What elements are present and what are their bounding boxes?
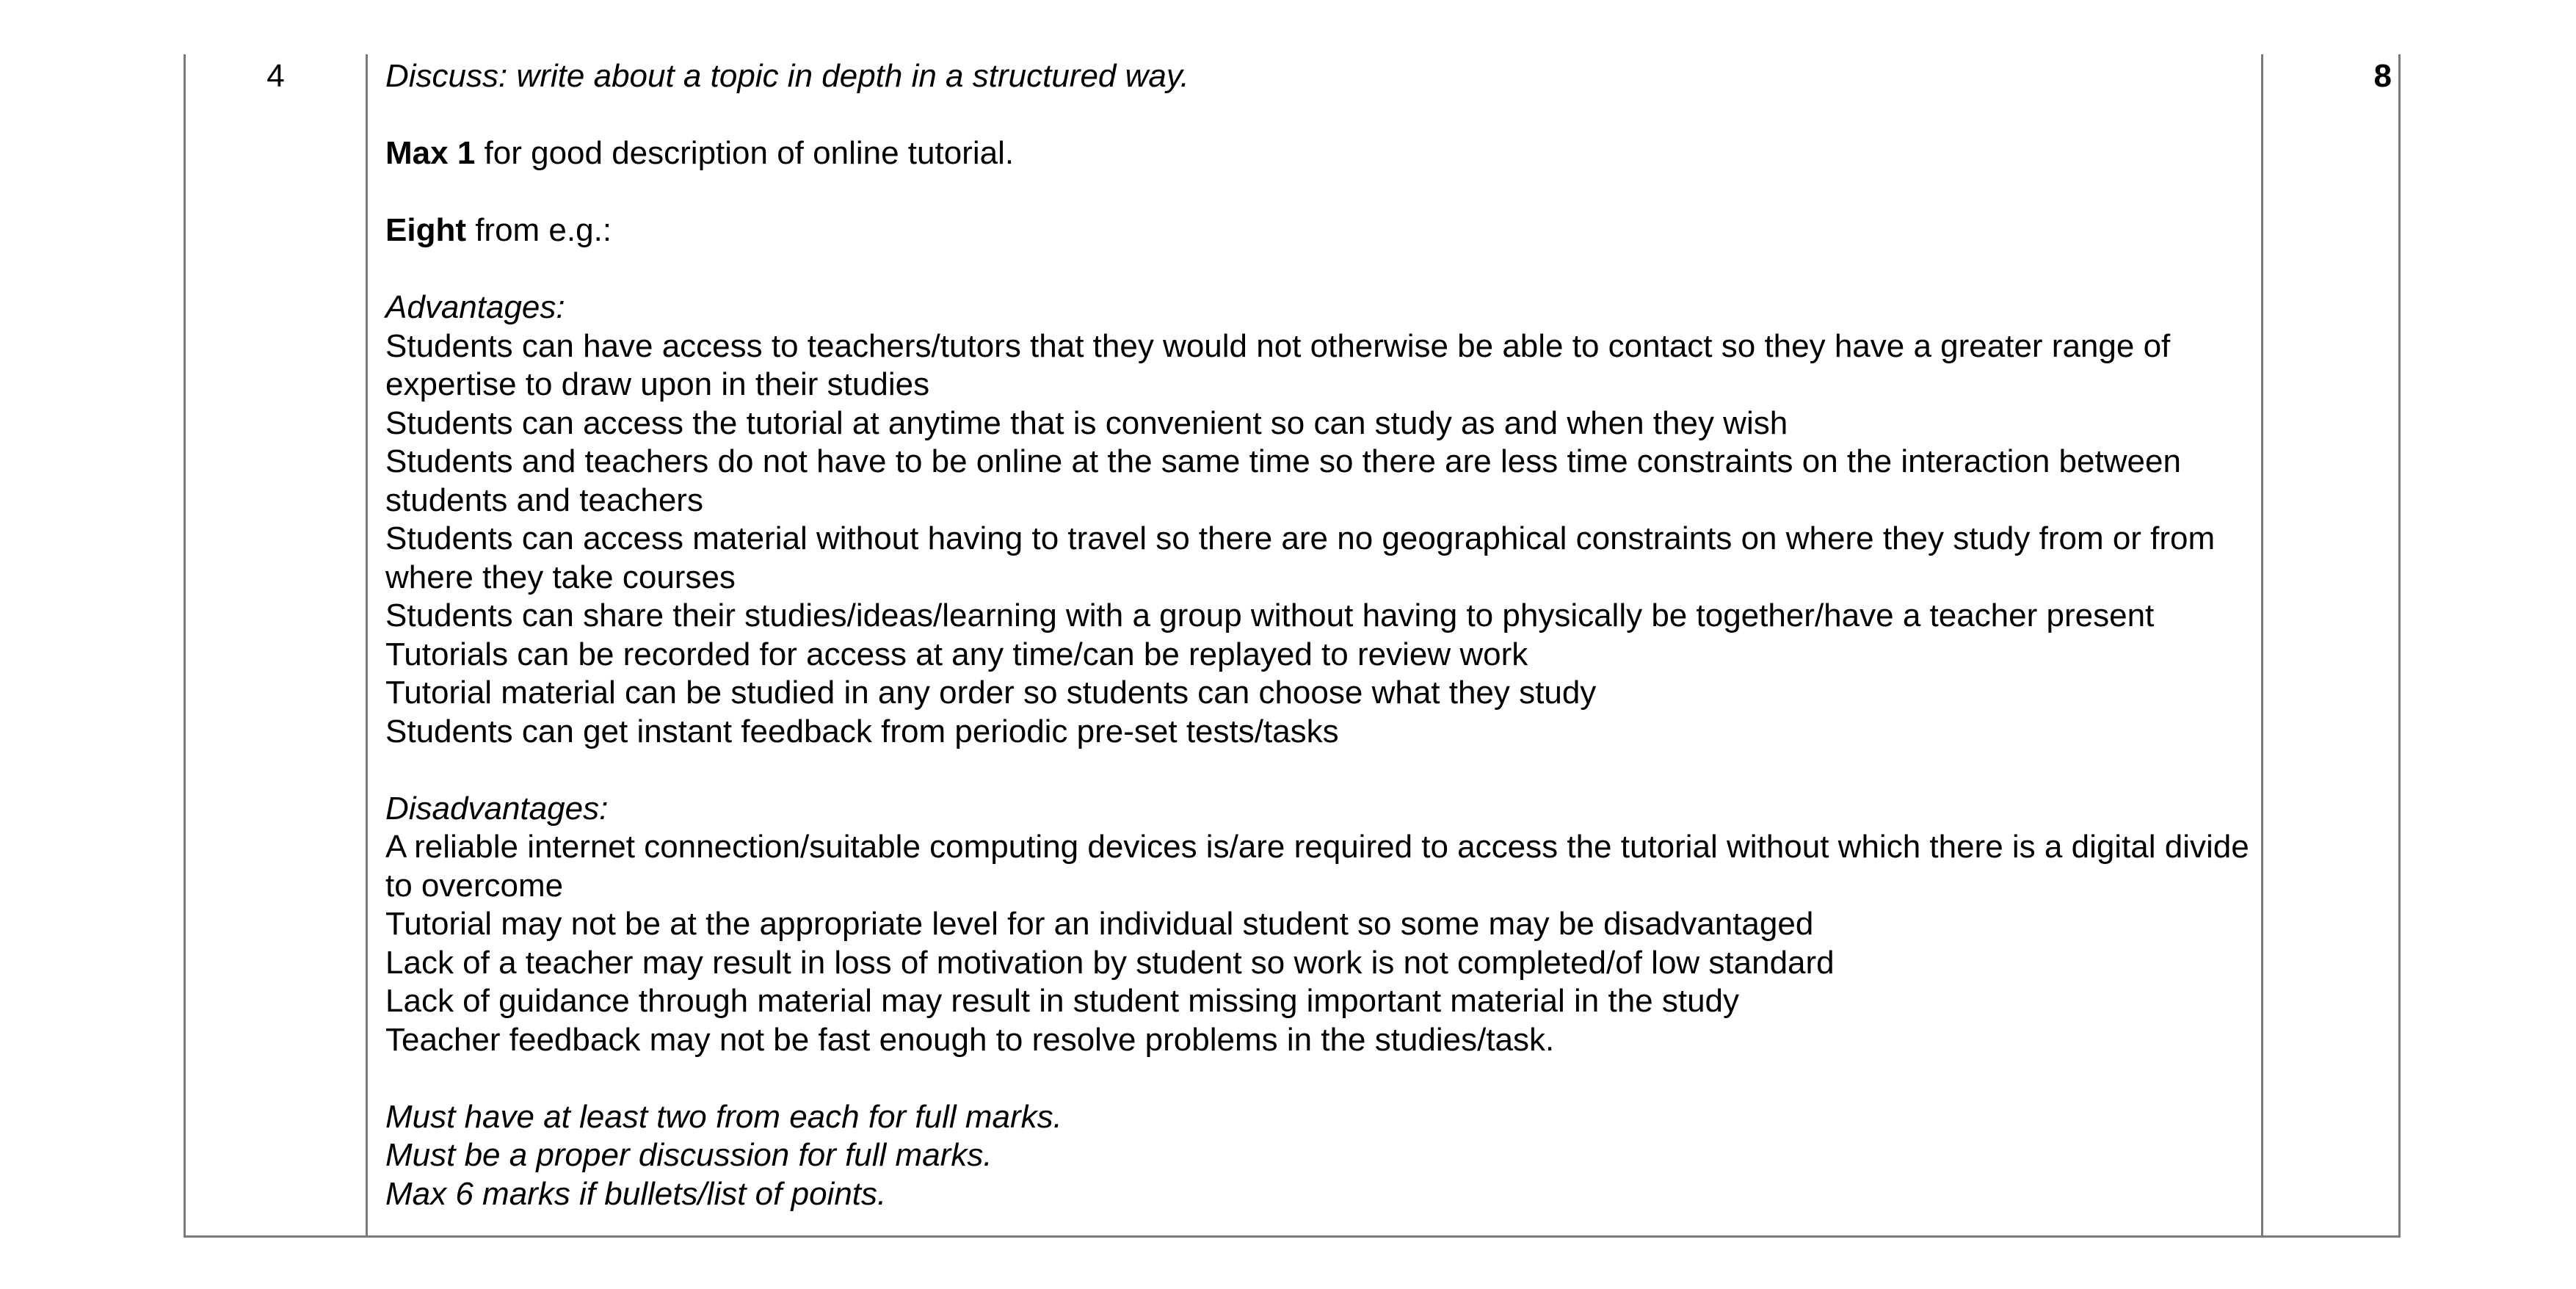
marks-value: 8: [2373, 58, 2392, 94]
advantage-item: Students can share their studies/ideas/learning with a group without having to physically be together/have a teacher present: [385, 598, 2155, 633]
notes-section: [385, 1098, 2254, 1214]
advantage-item: Tutorials can be recorded for access at any time/can be replayed to review work: [385, 636, 1528, 672]
disadvantage-item: Lack of guidance through material may result in student missing important material in the study: [385, 983, 1740, 1019]
advantage-item: Tutorial material can be studied in any order so students can choose what they study: [385, 675, 1597, 711]
max1-bold: Max 1: [385, 135, 476, 171]
note-item: Must have at least two from each for full marks.: [385, 1098, 1062, 1135]
mark-scheme-table: [184, 54, 2401, 1238]
advantage-item: Students can have access to teachers/tutors that they would not otherwise be able to contact so they have a greater range of expertise to draw upon in their studies: [385, 327, 2171, 402]
note-item: Max 6 marks if bullets/list of points.: [385, 1175, 887, 1212]
max1-guidance: [385, 134, 2254, 173]
eight-rest: from e.g.:: [465, 212, 612, 248]
advantage-item: Students can access the tutorial at anytime that is convenient so can study as and when they wish: [385, 404, 1788, 441]
disadvantage-item: Lack of a teacher may result in loss of motivation by student so work is not completed/of low standard: [385, 944, 1835, 981]
disadvantage-item: A reliable internet connection/suitable computing devices is/are required to access the tutorial without which there is a digital divide to overcome: [385, 829, 2249, 904]
advantage-item: Students can get instant feedback from periodic pre-set tests/tasks: [385, 713, 1339, 749]
disadvantages-section: [385, 790, 2254, 1060]
advantage-item: Students can access material without having to travel so there are no geographical constraints on where they study from or from where they take courses: [385, 520, 2216, 595]
disadvantage-item: Tutorial may not be at the appropriate level for an individual student so some may be disadvantaged: [385, 906, 1814, 942]
eight-guidance: [385, 211, 2254, 250]
advantages-heading: Advantages:: [385, 289, 565, 325]
question-number: 4: [266, 58, 285, 94]
eight-bold: Eight: [385, 212, 466, 248]
column-divider-left: [366, 54, 368, 1235]
column-divider-right: [2261, 54, 2263, 1235]
disadvantages-heading: Disadvantages:: [385, 790, 609, 827]
max1-rest: for good description of online tutorial.: [475, 135, 1015, 171]
advantages-section: [385, 288, 2254, 751]
answer-cell: [385, 57, 2254, 1252]
disadvantage-item: Teacher feedback may not be fast enough to resolve problems in the studies/task.: [385, 1021, 1555, 1058]
instruction-text: Discuss: write about a topic in depth in a structured way.: [385, 58, 1189, 94]
advantage-item: Students and teachers do not have to be online at the same time so there are less time constraints on the interaction between students and teachers: [385, 443, 2181, 518]
note-item: Must be a proper discussion for full marks.: [385, 1137, 993, 1173]
